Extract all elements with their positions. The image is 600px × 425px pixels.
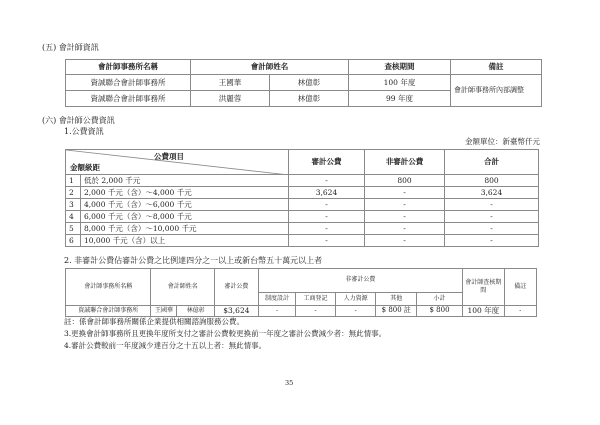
corner-header — [66, 150, 289, 175]
fee-range: 4,000 千元（含）～6,000 千元 — [81, 199, 289, 211]
header-nonaudit-fee: 非審計公費 — [258, 269, 462, 293]
header-system-design: 制度設計 — [258, 293, 296, 306]
audit-period: 100 年度 — [349, 75, 451, 91]
table-row — [66, 235, 539, 247]
audit-fee: 3,624 — [289, 187, 365, 199]
subtotal-fee: $ 800 — [417, 306, 463, 317]
nonaudit-fee: - — [365, 187, 445, 199]
table-row — [66, 223, 539, 235]
audit-period: 100 年度 — [462, 306, 504, 317]
registration-fee: - — [296, 306, 336, 317]
header-audit-fee: 審計公費 — [289, 150, 365, 175]
table-row — [66, 75, 542, 91]
audit-fee: - — [289, 199, 365, 211]
header-firm: 會計師事務所名稱 — [66, 269, 151, 306]
item-3-text: 3.更換會計師事務所且更換年度所支付之審計公費較更換前一年度之審計公費減少者：無此情事。 — [64, 329, 387, 338]
audit-period: 99 年度 — [349, 91, 451, 107]
corner-top-label: 公費項目 — [154, 152, 184, 161]
fee-range-table — [65, 149, 539, 247]
audit-fee: $3,624 — [215, 306, 259, 317]
header-remark: 備註 — [451, 60, 542, 75]
firm-name: 資誠聯合會計師事務所 — [66, 75, 191, 91]
table-row — [66, 211, 539, 223]
fee-range: 2,000 千元（含）～4,000 千元 — [81, 187, 289, 199]
sub-heading-fee-info: 1.公費資訊 — [64, 127, 104, 136]
header-audit-fee: 審計公費 — [215, 269, 259, 306]
section5-title: (五) 會計師資訊 — [42, 43, 99, 52]
audit-fee: - — [289, 235, 365, 247]
nonaudit-fee: - — [365, 211, 445, 223]
nonaudit-fee-table — [65, 268, 537, 317]
header-nonaudit-fee: 非審計公費 — [365, 150, 445, 175]
table-row — [66, 199, 539, 211]
fee-range: 低於 2,000 千元 — [81, 175, 289, 187]
cpa-name-1: 王國華 — [151, 306, 177, 317]
row-number: 2 — [66, 187, 81, 199]
total-fee: - — [445, 199, 539, 211]
fee-range: 8,000 千元（含）～10,000 千元 — [81, 223, 289, 235]
row-number: 3 — [66, 199, 81, 211]
header-audit-period: 會計師查核期間 — [462, 269, 504, 306]
nonaudit-fee: - — [365, 235, 445, 247]
total-fee: 800 — [445, 175, 539, 187]
firm-name: 資誠聯合會計師事務所 — [66, 306, 151, 317]
cpa-name-1: 洪麗蓉 — [191, 91, 270, 107]
total-fee: 3,624 — [445, 187, 539, 199]
cpa-info-table — [65, 59, 542, 107]
page-number: 35 — [285, 379, 294, 387]
footnote: 註：係會計師事務所關係企業提供相關諮詢服務公費。 — [64, 317, 244, 326]
corner-bottom-label: 金額級距 — [70, 163, 100, 172]
cpa-name-2: 林億彰 — [270, 75, 349, 91]
nonaudit-fee: - — [365, 199, 445, 211]
fee-range: 10,000 千元（含）以上 — [81, 235, 289, 247]
total-fee: - — [445, 211, 539, 223]
total-fee: - — [445, 235, 539, 247]
header-other: 其他 — [376, 293, 417, 306]
header-total: 合計 — [445, 150, 539, 175]
row-number: 5 — [66, 223, 81, 235]
header-cpa-name: 會計師姓名 — [151, 269, 215, 306]
unit-label: 金額單位：新臺幣仟元 — [465, 137, 540, 146]
system-design-fee: - — [258, 306, 296, 317]
header-period: 查核期間 — [349, 60, 451, 75]
header-business-registration: 工商登記 — [296, 293, 336, 306]
fee-range: 6,000 千元（含）～8,000 千元 — [81, 211, 289, 223]
row-number: 4 — [66, 211, 81, 223]
row-number: 1 — [66, 175, 81, 187]
total-fee: - — [445, 223, 539, 235]
nonaudit-fee: 800 — [365, 175, 445, 187]
cpa-name-1: 王國華 — [191, 75, 270, 91]
item-4-text: 4.審計公費較前一年度減少達百分之十五以上者：無此情事。 — [64, 341, 267, 350]
row-number: 6 — [66, 235, 81, 247]
cpa-name-2: 林億彰 — [270, 91, 349, 107]
other-fee: $ 800 註 — [376, 306, 417, 317]
nonaudit-fee: - — [365, 223, 445, 235]
audit-fee: - — [289, 175, 365, 187]
audit-fee: - — [289, 223, 365, 235]
table-row — [66, 306, 537, 317]
remark: 會計師事務所內部調整 — [451, 75, 542, 107]
header-remark: 備註 — [504, 269, 536, 306]
hr-fee: - — [335, 306, 376, 317]
section6-title: (六) 會計師公費資訊 — [42, 116, 115, 125]
header-firm: 會計師事務所名稱 — [66, 60, 191, 75]
cpa-name-2: 林億彰 — [177, 306, 215, 317]
header-subtotal: 小計 — [417, 293, 463, 306]
audit-fee: - — [289, 211, 365, 223]
table-row — [66, 187, 539, 199]
header-human-resources: 人力資源 — [335, 293, 376, 306]
firm-name: 資誠聯合會計師事務所 — [66, 91, 191, 107]
remark: - — [504, 306, 536, 317]
table-row — [66, 175, 539, 187]
sub-heading-nonaudit: 2. 非審計公費佔審計公費之比例達四分之一以上或新台幣五十萬元以上者 — [64, 256, 323, 265]
header-cpa-name: 會計師姓名 — [191, 60, 349, 75]
